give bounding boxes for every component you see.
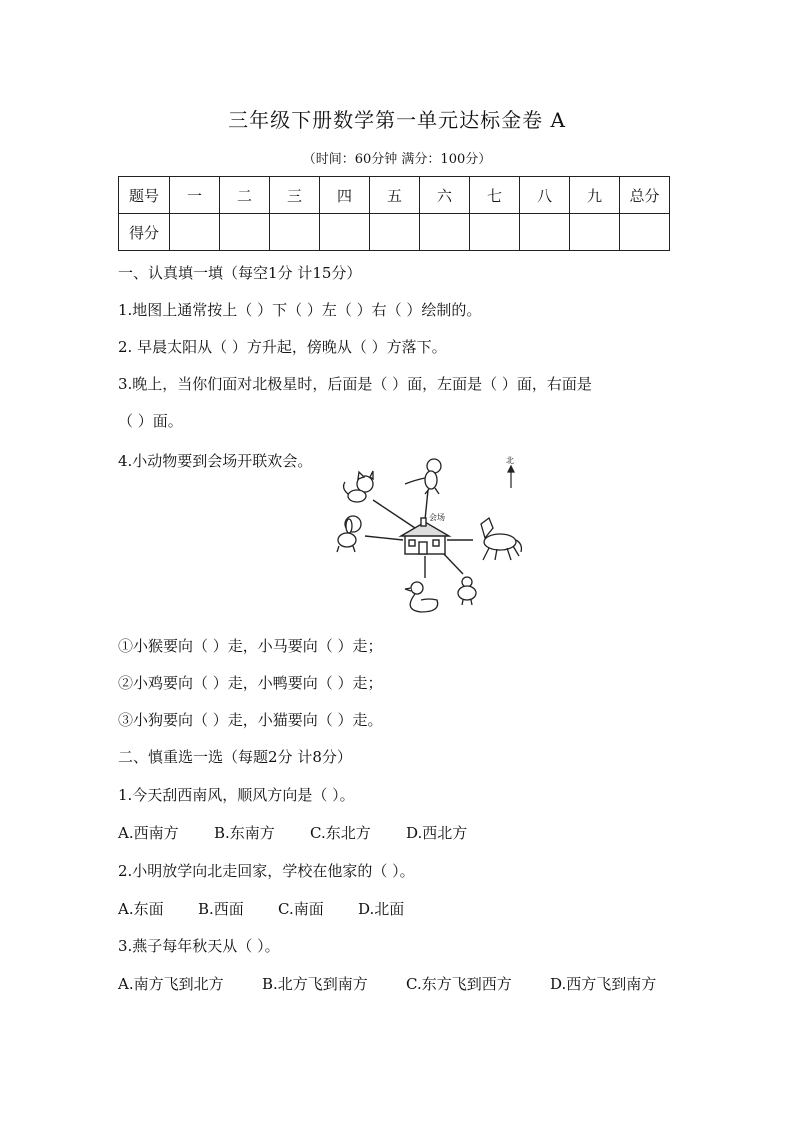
score-table <box>118 176 670 251</box>
score-table-col-6: 六 <box>420 177 470 214</box>
score-table-col-total: 总分 <box>620 177 670 214</box>
score-table-col-7: 七 <box>470 177 520 214</box>
question-text: ③小狗要向（ ）走，小猫要向（ ）走。 <box>118 711 383 729</box>
option-d[interactable]: D.西方飞到南方 <box>550 975 657 993</box>
option-row <box>118 973 670 994</box>
horse-icon <box>481 518 521 560</box>
section-heading: 二、慎重选一选（每题2分 计8分） <box>118 748 352 766</box>
option-a[interactable]: A.东面 <box>118 900 164 918</box>
chick-icon <box>458 577 476 605</box>
option-a[interactable]: A.西南方 <box>118 824 179 842</box>
north-label: 北 <box>506 456 514 465</box>
score-table-score-row <box>119 214 670 251</box>
score-table-col-5: 五 <box>370 177 420 214</box>
question-text: 3.晚上，当你们面对北极星时，后面是（ ）面，左面是（ ）面，右面是 <box>118 375 592 393</box>
option-b[interactable]: B.北方飞到南方 <box>262 975 368 993</box>
section-heading: 一、认真填一填（每空1分 计15分） <box>118 264 362 282</box>
option-d[interactable]: D.西北方 <box>406 824 468 842</box>
question-text: ①小猴要向（ ）走，小马要向（ ）走； <box>118 637 383 655</box>
question-text: 4.小动物要到会场开联欢会。 <box>118 452 313 470</box>
north-arrow-icon <box>508 466 514 488</box>
option-c[interactable]: C.东方飞到西方 <box>406 975 512 993</box>
score-cell[interactable] <box>420 214 470 251</box>
score-table-row-label: 题号 <box>119 177 170 214</box>
dog-icon <box>337 516 361 552</box>
score-cell[interactable] <box>570 214 620 251</box>
question-text: （ ）面。 <box>118 412 183 430</box>
option-d[interactable]: D.北面 <box>358 900 405 918</box>
score-table-row-label: 得分 <box>119 214 170 251</box>
score-table-col-2: 二 <box>220 177 270 214</box>
option-a[interactable]: A.南方飞到北方 <box>118 975 224 993</box>
question-text: 3.燕子每年秋天从（ ）。 <box>118 937 280 955</box>
option-b[interactable]: B.西面 <box>198 900 244 918</box>
score-table-header-row <box>119 177 670 214</box>
score-cell[interactable] <box>320 214 370 251</box>
duck-icon <box>405 582 438 612</box>
score-cell[interactable] <box>520 214 570 251</box>
cat-icon <box>344 471 373 502</box>
option-row <box>118 898 438 919</box>
score-table-col-9: 九 <box>570 177 620 214</box>
question-text: ②小鸡要向（ ）走，小鸭要向（ ）走； <box>118 674 383 692</box>
option-c[interactable]: C.南面 <box>278 900 324 918</box>
score-table-col-3: 三 <box>270 177 320 214</box>
score-cell[interactable] <box>370 214 420 251</box>
venue-label: 会场 <box>429 513 445 522</box>
score-table-col-4: 四 <box>320 177 370 214</box>
score-cell[interactable] <box>470 214 520 251</box>
option-b[interactable]: B.东南方 <box>214 824 275 842</box>
score-table-col-8: 八 <box>520 177 570 214</box>
option-c[interactable]: C.东北方 <box>310 824 371 842</box>
option-row <box>118 822 502 843</box>
question-text: 2. 早晨太阳从（ ）方升起，傍晚从（ ）方落下。 <box>118 338 447 356</box>
animal-map-figure <box>325 448 535 620</box>
score-cell[interactable] <box>620 214 670 251</box>
page-title: 三年级下册数学第一单元达标金卷 A <box>228 108 566 132</box>
question-text: 1.今天刮西南风，顺风方向是（ ）。 <box>118 786 355 804</box>
score-cell[interactable] <box>220 214 270 251</box>
question-text: 1.地图上通常按上（ ）下（ ）左（ ）右（ ）绘制的。 <box>118 301 482 319</box>
exam-info: （时间：60分钟 满分：100分） <box>302 152 492 167</box>
score-cell[interactable] <box>270 214 320 251</box>
score-cell[interactable] <box>170 214 220 251</box>
monkey-icon <box>405 459 441 494</box>
question-text: 2.小明放学向北走回家，学校在他家的（ ）。 <box>118 862 415 880</box>
score-table-col-1: 一 <box>170 177 220 214</box>
